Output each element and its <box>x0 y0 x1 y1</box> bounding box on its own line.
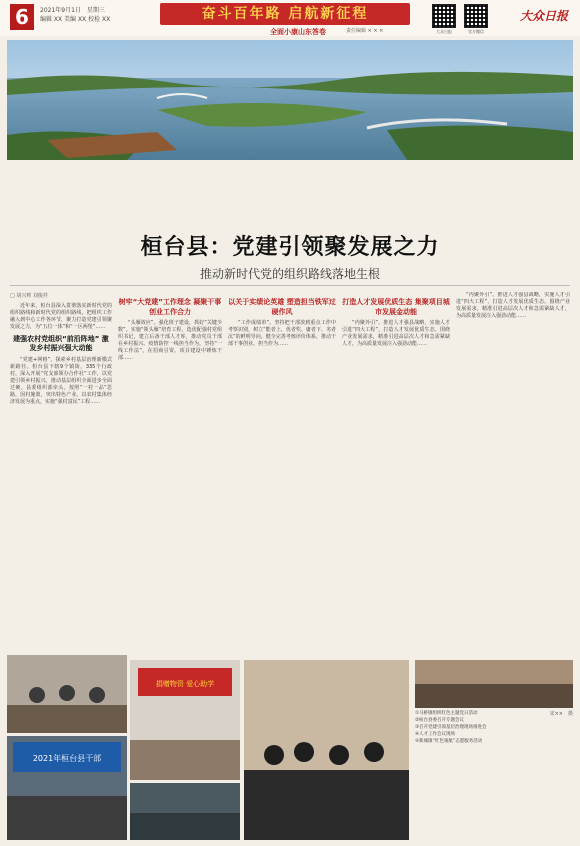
date-info: 2021年9月1日 星期三 编辑 XX 美编 XX 校检 XX <box>40 7 111 23</box>
photo-banner-text: 2021年桓台县干部 <box>32 754 102 763</box>
qr-code-icon <box>464 4 488 28</box>
page-number: 6 <box>10 4 34 30</box>
byline: □ 胡兴帅 刘俊祥 <box>10 293 48 299</box>
qr-code-icon <box>432 4 456 28</box>
hero-landscape-photo <box>7 40 573 160</box>
section-body: “党建+网格”，探索乡村基层治理新模式新路径。桓台县下辖9个镇街，335个行政村，深入开展“党支部领办合作社”工作，以党建引领乡村振兴，推动基层组织全面进步全面过硬。县委组织部牵头，按照“一村一品”思路，因村施策，突出特色产业。以农村集体经济发展为重点，实施“强村富民”工程…… <box>10 357 112 405</box>
article-column-3 <box>228 292 336 652</box>
section-body: “内聚外引”。推进人才强县战略，实施人才引进“四大工程”，打造人才发展优质生态。围绕产业发展需求，精准引进高层次人才和急需紧缺人才，为高质量发展注入强劲动能…… <box>456 292 570 319</box>
article-column-5 <box>456 292 570 702</box>
section-label: 全面小康山东答卷 <box>270 28 326 36</box>
article-column-2 <box>118 292 222 652</box>
article-column-1 <box>10 292 112 652</box>
article-subheadline: 推动新时代党的组织路线落地生根 <box>199 267 380 281</box>
section-title: 打造人才发展优质生态 集聚项目城市发展金动能 <box>342 298 450 316</box>
intro-paragraph: 近年来，桓台县深入贯彻落实新时代党的组织路线和新时代党的组织路线，把组织工作融入到中心工作各环节，聚力打造党建引领聚发展之力，为“五位一体”和“一区两堡”…… <box>10 303 112 330</box>
photo-meeting-stage <box>130 660 240 780</box>
section-title: 以关于实绩论英雄 塑造担当铁军过硬作风 <box>228 298 336 316</box>
section-body: “工作成绩单”。坚持把干部放到重点工作中考察识别，树立“能者上、优者奖、庸者下、劣者汰”的鲜明导向。健全完善考核评价体系，推动干部干事创业、担当作为…… <box>228 320 336 347</box>
slogan-text: 奋斗百年路 启航新征程 <box>201 6 369 22</box>
article-column-4 <box>342 292 450 652</box>
photo-sign-text: 捐赠物资 爱心助学 <box>155 680 215 688</box>
page-header: 6 2021年9月1日 星期三 编辑 XX 美编 XX 校检 XX 奋斗百年路 启航新征程 全面小康山东答卷 责任编辑 × × × 大众日报 官方微信 大众日报 <box>0 0 580 36</box>
editor-credits: 责任编辑 × × × <box>346 28 384 34</box>
section-body: “内聚外引”。推进人才强县战略，实施人才引进“四大工程”，打造人才发展优质生态。围绕产业发展需求，精准引进高层次人才和急需紧缺人才，为高质量发展注入强劲动能…… <box>342 320 450 347</box>
photo-credit: 宋×× 摄 <box>549 711 573 717</box>
section-title: 树牢“大党建”工作理念 凝聚干事创业工作合力 <box>118 298 222 316</box>
photo-conference <box>7 736 127 840</box>
photo-party-activity <box>7 655 127 733</box>
photo-street-event <box>415 660 573 708</box>
newspaper-logo: 大众日报 <box>520 9 569 23</box>
slogan-banner <box>160 3 410 25</box>
section-body: “头雁效应”。强化班子建设，抓好“关键少数”。实施“领头雁”培育工程，选优配强村党组织书记，建立后备干部人才库，推动党员干部在乡村振兴、疫情防控一线担当作为。坚持“一线工作法”，在招商引资、项目建设中锤炼干部…… <box>118 320 222 361</box>
photo-captions: 宋×× 摄 ①马桥镇组织红色主题党日活动 ②桓台县委召开专题会议 ③召开党建引领基层治理现场推进会 ④人才工作会议现场 ⑤新城镇“红色领航”志愿服务活动 <box>415 711 573 744</box>
article-headline: 桓台县：党建引领聚发展之力 <box>140 234 440 260</box>
photo-volunteer-group <box>244 660 409 840</box>
divider <box>10 285 570 286</box>
section-title: 建强农村党组织“前沿阵地” 激发乡村振兴强大动能 <box>13 335 109 352</box>
photo-workshop <box>130 783 240 840</box>
